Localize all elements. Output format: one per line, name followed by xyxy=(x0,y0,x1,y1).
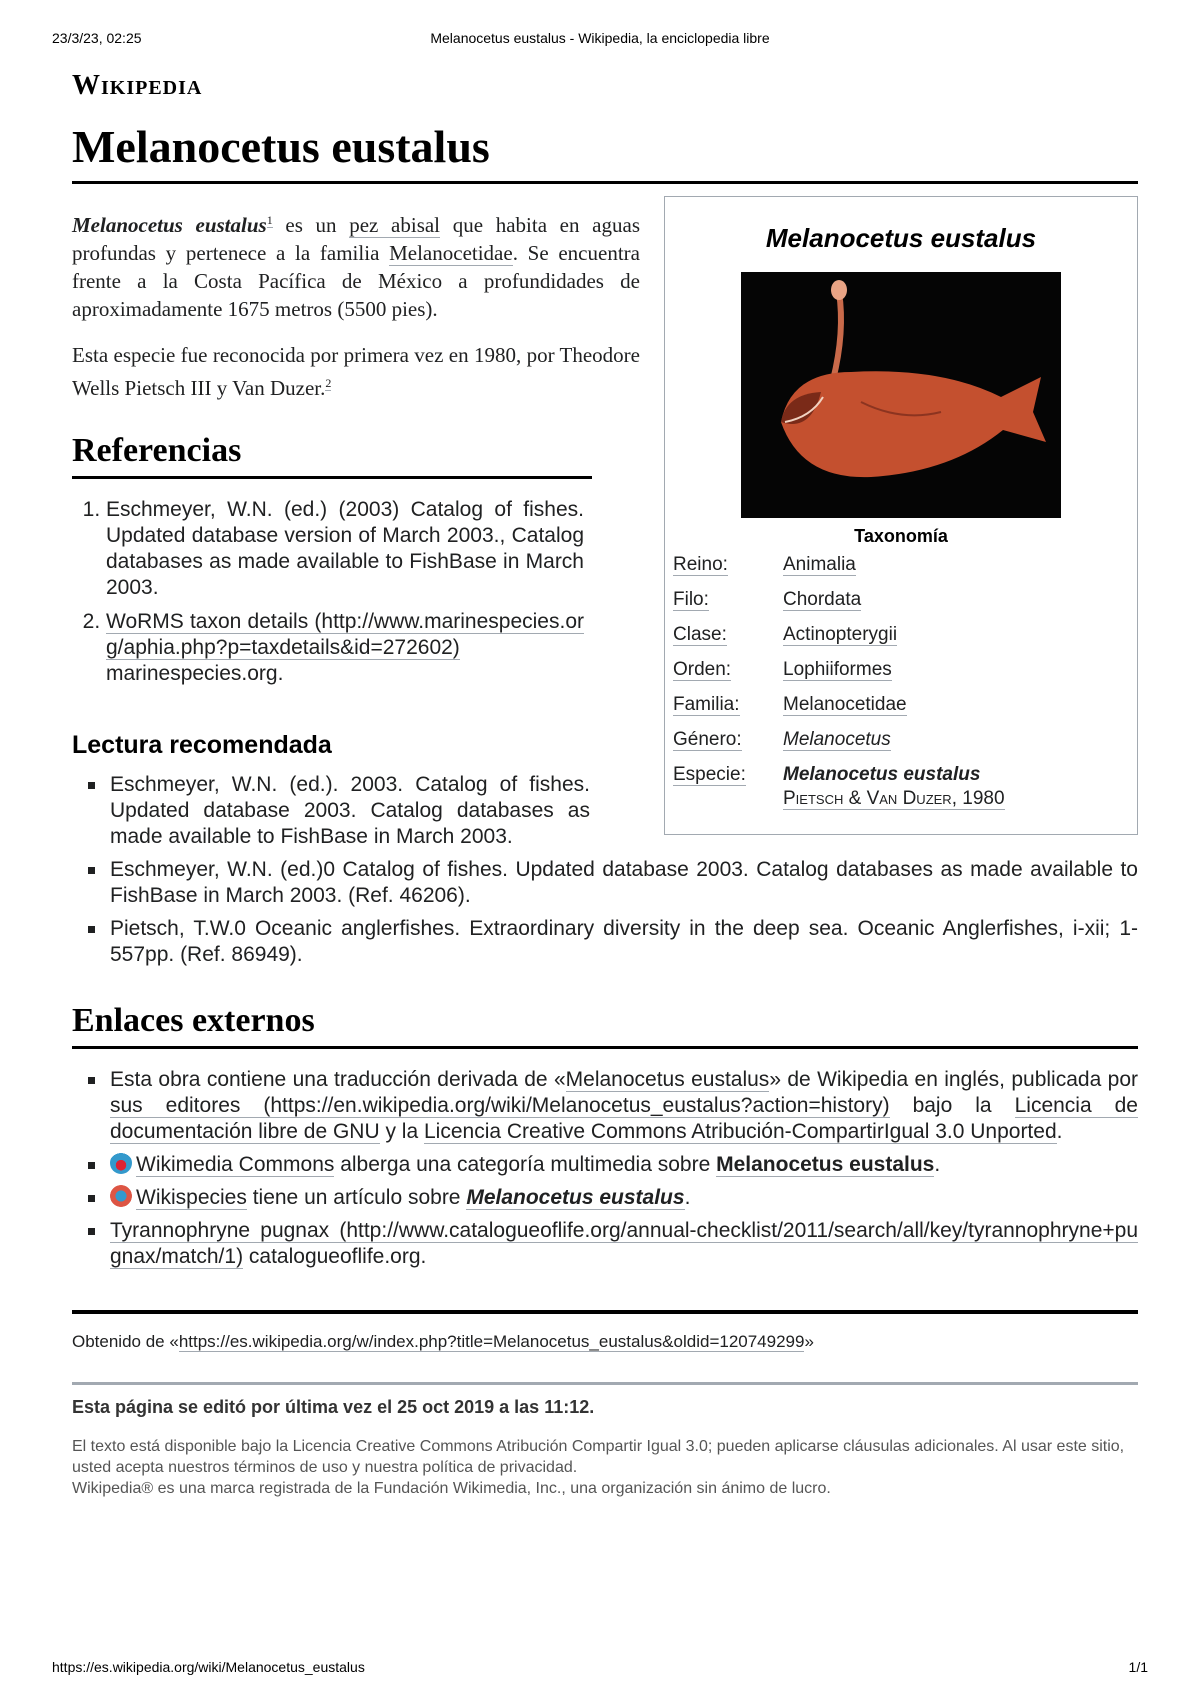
divider xyxy=(72,1310,1138,1314)
taxobox-key-filo[interactable]: Filo: xyxy=(673,588,709,610)
heading-referencias: Referencias xyxy=(72,432,592,479)
print-page-title: Melanocetus eustalus - Wikipedia, la enciclopedia libre xyxy=(430,30,770,46)
list-item xyxy=(110,772,590,850)
divider xyxy=(72,1382,1138,1385)
list-item xyxy=(110,916,1138,968)
legal-notice xyxy=(72,1436,1138,1499)
list-item xyxy=(110,1185,1138,1211)
external-links-list xyxy=(72,1067,1138,1270)
reference-marker-2[interactable]: 2 xyxy=(325,375,332,390)
taxobox-section-title: Taxonomía xyxy=(854,525,948,546)
anglerfish-image[interactable] xyxy=(741,272,1061,518)
link-text: . xyxy=(684,1185,691,1209)
link-permanent[interactable]: https://es.wikipedia.org/w/index.php?title=Melanocetus_eustalus&oldid=120749299 xyxy=(178,1331,805,1351)
wikimedia-commons-icon xyxy=(110,1152,132,1174)
taxobox-value-genero[interactable]: Melanocetus xyxy=(783,728,891,750)
taxobox-key-reino[interactable]: Reino: xyxy=(673,553,728,575)
taxobox xyxy=(664,196,1138,835)
link-text: . xyxy=(934,1152,941,1176)
trademark-text: Wikipedia® es una marca registrada de la Fundación Wikimedia, Inc., una organización sin ánimo de lucro. xyxy=(72,1479,831,1497)
retrieved-from xyxy=(72,1332,1138,1352)
taxobox-row xyxy=(673,693,1129,717)
taxobox-authority[interactable]: Pietsch & Van Duzer, 1980 xyxy=(783,787,1005,809)
lead-text: que habita en aguas profundas y pertenece a la familia xyxy=(72,212,640,265)
taxobox-key-clase[interactable]: Clase: xyxy=(673,623,727,645)
taxobox-key-orden[interactable]: Orden: xyxy=(673,658,732,680)
page-title: Melanocetus eustalus xyxy=(72,122,1138,184)
taxobox-row xyxy=(673,658,1129,682)
heading-lectura-recomendada: Lectura recomendada xyxy=(72,730,332,759)
taxobox-row xyxy=(673,763,1129,811)
reference-text: Eschmeyer, W.N. (ed.) (2003) Catalog of fishes. Updated database version of March 2003., Catalog databases as made available to FishBase in March 2003. xyxy=(106,497,584,599)
wikispecies-icon xyxy=(110,1185,132,1207)
list-item xyxy=(110,1152,1138,1178)
taxobox-row xyxy=(673,623,1129,647)
license-text: El texto está disponible bajo la Licencia Creative Commons Atribución Compartir Igual 3.0; pueden aplicarse cláusulas adicionales. Al usar este sitio, usted acepta nuestros términos de uso y nuestra política de privacidad. xyxy=(72,1437,1125,1476)
link-melanocetidae[interactable]: Melanocetidae xyxy=(389,240,513,265)
retrieved-text: » xyxy=(804,1331,814,1351)
taxobox-value-filo[interactable]: Chordata xyxy=(783,588,862,610)
lead-species-name: Melanocetus eustalus xyxy=(72,212,267,237)
wikipedia-logo[interactable]: Wikipedia xyxy=(72,70,203,101)
taxobox-row xyxy=(673,588,1129,612)
link-editors-history[interactable]: sus editores (https://en.wikipedia.org/wiki/Melanocetus_eustalus?action=history) xyxy=(110,1093,890,1117)
link-text: bajo la xyxy=(889,1093,1015,1117)
reading-text: Pietsch, T.W.0 Oceanic anglerfishes. Extraordinary diversity in the deep sea. Oceanic Anglerfishes, i-xii; 1-557pp. (Ref. 86949). xyxy=(110,916,1138,966)
print-url: https://es.wikipedia.org/wiki/Melanocetus_eustalus xyxy=(52,1659,365,1675)
taxobox-value-orden[interactable]: Lophiiformes xyxy=(783,658,892,680)
page-content xyxy=(72,60,1138,1499)
lead-text: es un xyxy=(272,212,350,237)
reference-text: marinespecies.org. xyxy=(106,661,284,685)
taxobox-value-reino[interactable]: Animalia xyxy=(783,553,856,575)
link-text: alberga una categoría multimedia sobre xyxy=(334,1152,717,1176)
retrieved-text: Obtenido de « xyxy=(72,1331,179,1351)
references-list xyxy=(72,497,584,687)
link-text: » de Wikipedia en inglés, publicada por xyxy=(769,1067,1138,1091)
taxobox-key-familia[interactable]: Familia: xyxy=(673,693,740,715)
link-text: . xyxy=(1056,1119,1063,1143)
reference-item xyxy=(106,609,584,687)
link-cc-by-sa[interactable]: Licencia Creative Commons Atribución-CompartirIgual 3.0 Unported xyxy=(424,1119,1057,1143)
taxobox-value-familia[interactable]: Melanocetidae xyxy=(783,693,907,715)
reference-link-worms[interactable]: WoRMS taxon details (http://www.marinespecies.org/aphia.php?p=taxdetails&id=272602) xyxy=(106,609,584,659)
reference-marker-1[interactable]: 1 xyxy=(266,212,273,227)
link-wikispecies-article[interactable]: Melanocetus eustalus xyxy=(466,1185,685,1209)
link-text: catalogueoflife.org. xyxy=(243,1244,427,1268)
link-gfdl[interactable]: Licencia de documentación libre de GNU xyxy=(110,1093,1138,1143)
link-english-article[interactable]: Melanocetus eustalus xyxy=(565,1067,770,1091)
taxobox-key-especie[interactable]: Especie: xyxy=(673,763,746,785)
lead-text: Esta especie fue reconocida por primera vez en 1980, por Theodore Wells Pietsch III y Van Duzer. xyxy=(72,342,640,400)
last-edited: Esta página se editó por última vez el 25 oct 2019 a las 11:12. xyxy=(72,1396,595,1417)
reading-text: Eschmeyer, W.N. (ed.)0 Catalog of fishes. Updated database 2003. Catalog databases as made available to FishBase in March 2003. (Ref. 46206). xyxy=(110,857,1138,907)
print-datetime: 23/3/23, 02:25 xyxy=(52,30,142,46)
taxobox-title: Melanocetus eustalus xyxy=(765,222,1037,253)
reference-item xyxy=(106,497,584,601)
list-item xyxy=(110,857,1138,909)
reading-text: Eschmeyer, W.N. (ed.). 2003. Catalog of fishes. Updated database 2003. Catalog databases as made available to FishBase in March 2003. xyxy=(110,772,590,848)
taxobox-row xyxy=(673,553,1129,577)
taxobox-value-especie: Melanocetus eustalus xyxy=(783,763,981,785)
taxobox-row xyxy=(673,728,1129,752)
link-pez-abisal[interactable]: pez abisal xyxy=(349,212,441,237)
list-item xyxy=(110,1218,1138,1270)
link-text: y la xyxy=(379,1119,424,1143)
taxobox-value-clase[interactable]: Actinopterygii xyxy=(783,623,898,645)
link-catalogue-of-life[interactable]: Tyrannophryne pugnax (http://www.catalogueoflife.org/annual-checklist/2011/search/all/key/tyrannophryne+pugnax/match/1) xyxy=(110,1218,1138,1268)
link-wikimedia-commons[interactable]: Wikimedia Commons xyxy=(136,1152,335,1176)
heading-enlaces-externos: Enlaces externos xyxy=(72,1002,1138,1049)
taxobox-key-genero[interactable]: Género: xyxy=(673,728,742,750)
link-commons-category[interactable]: Melanocetus eustalus xyxy=(716,1152,935,1176)
lead-text: . Se encuentra frente a la Costa Pacífica de México a profundidades de aproximadamente 1675 metros (5500 pies). xyxy=(72,240,640,321)
link-text: Esta obra contiene una traducción derivada de « xyxy=(110,1067,566,1091)
link-text: tiene un artículo sobre xyxy=(246,1185,467,1209)
list-item xyxy=(110,1067,1138,1145)
link-wikispecies[interactable]: Wikispecies xyxy=(136,1185,247,1209)
print-page-number: 1/1 xyxy=(1128,1659,1148,1675)
